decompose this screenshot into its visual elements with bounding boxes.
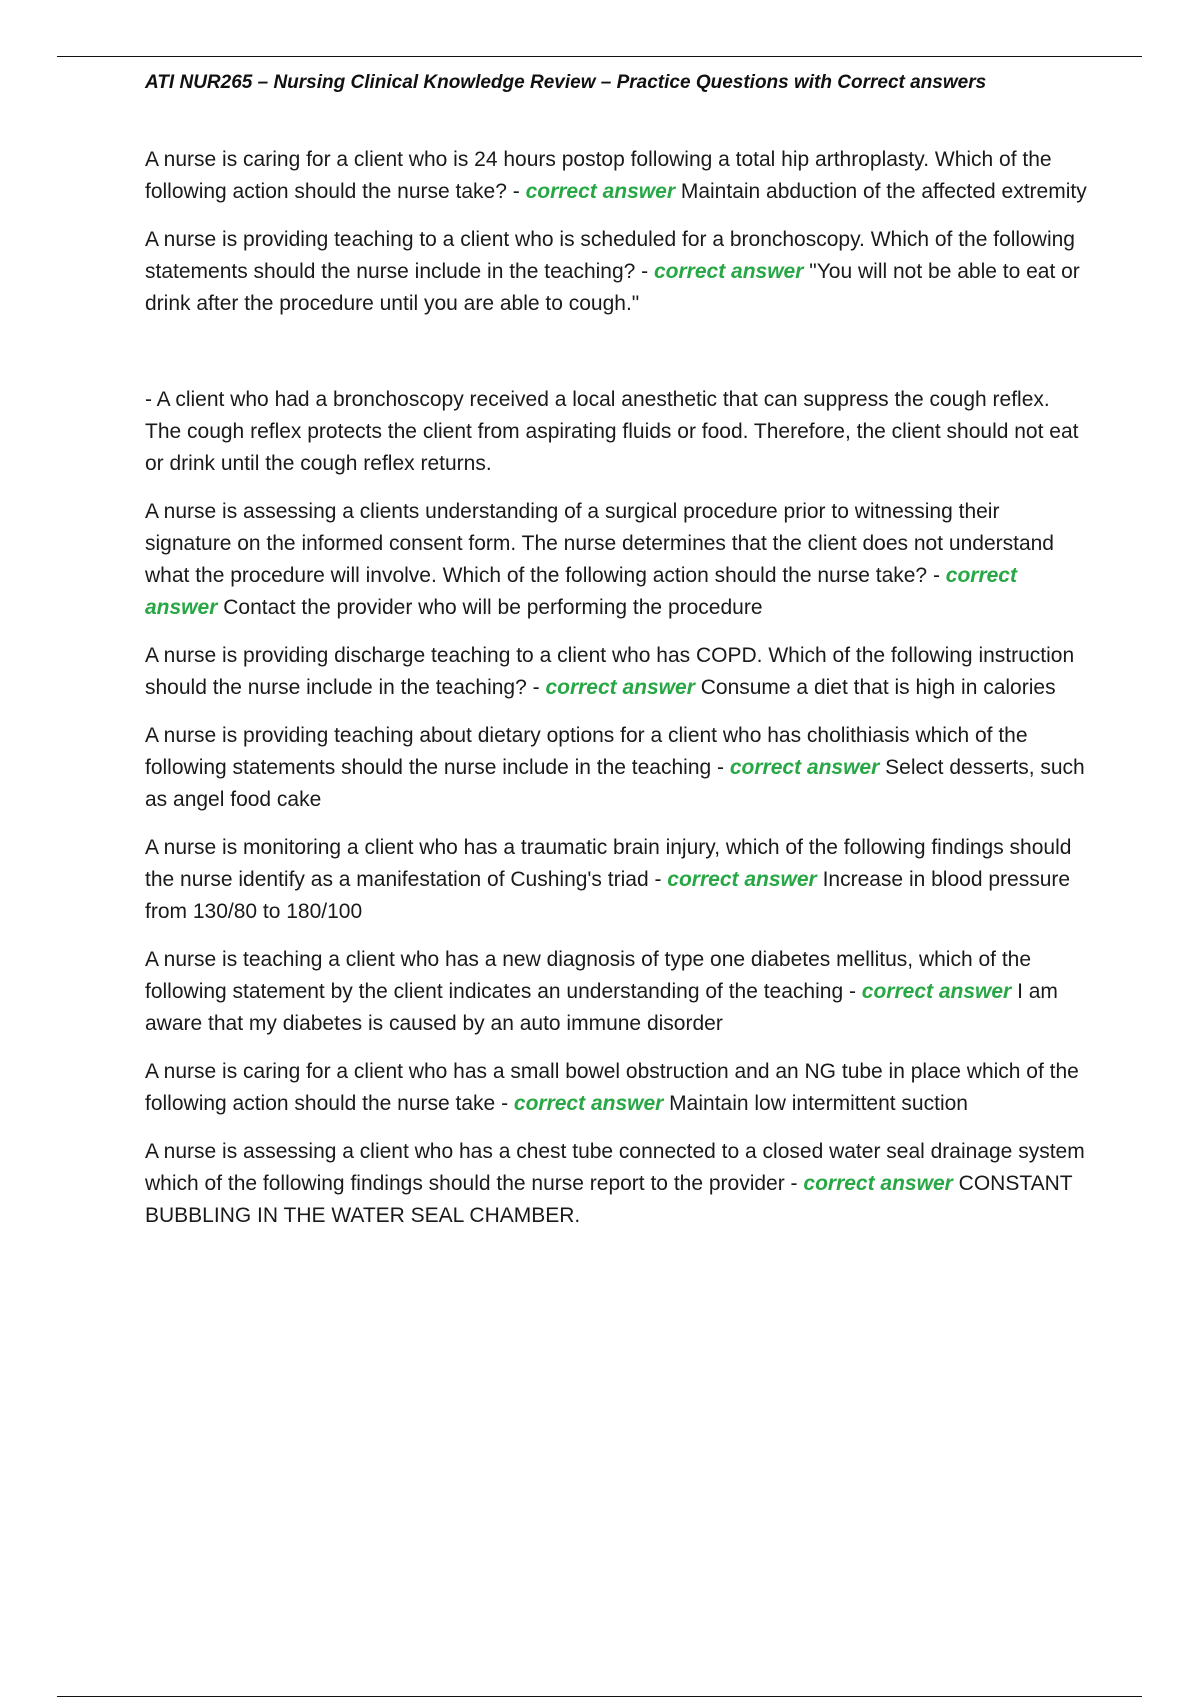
correct-answer-label: correct answer: [654, 260, 804, 283]
question-text: A nurse is caring for a client who has a small bowel obstruction and an NG tube in place which of the following action should the nurse take: [145, 1060, 1079, 1115]
qa-item-6: [145, 832, 1090, 928]
document-body: [145, 144, 1090, 1248]
separator: -: [648, 868, 668, 891]
question-text: A nurse is providing discharge teaching to a client who has COPD. Which of the following instruction should the nurse include in the teaching?: [145, 644, 1075, 699]
separator: -: [635, 260, 654, 283]
question-text: A nurse is assessing a clients understanding of a surgical procedure prior to witnessing their signature on the informed consent form. The nurse determines that the client does not understand what the procedure will involve. Which of the following action should the nurse take?: [145, 500, 1054, 587]
question-text: A nurse is teaching a client who has a new diagnosis of type one diabetes mellitus, which of the following statement by the client indicates an understanding of the teaching: [145, 948, 1032, 1003]
question-text: A nurse is assessing a client who has a chest tube connected to a closed water seal drainage system which of the following findings should the nurse report to the provider: [145, 1140, 1085, 1195]
answer-text: CONSTANT BUBBLING IN THE WATER SEAL CHAMBER.: [145, 1172, 1073, 1227]
answer-text: Consume a diet that is high in calories: [700, 676, 1056, 699]
question-text: A nurse is providing teaching about dietary options for a client who has cholithiasis which of the following statements should the nurse include in the teaching: [145, 724, 1028, 779]
answer-text: "You will not be able to eat or drink after the procedure until you are able to cough.": [145, 260, 1080, 315]
question-text: A nurse is caring for a client who is 24 hours postop following a total hip arthroplasty. Which of the following action should the nurse take?: [145, 148, 1052, 203]
answer-text: Select desserts, such as angel food cake: [145, 756, 1085, 811]
answer-text: Increase in blood pressure from 130/80 to 180/100: [145, 868, 1071, 923]
question-text: A nurse is providing teaching to a client who is scheduled for a bronchoscopy. Which of the following statements should the nurse include in the teaching?: [145, 228, 1075, 283]
correct-answer-label: correct answer: [729, 756, 880, 779]
answer-text: Maintain abduction of the affected extremity: [680, 180, 1087, 203]
separator: -: [784, 1172, 804, 1195]
qa-item-3: [145, 496, 1090, 624]
separator: -: [526, 676, 546, 699]
rationale-note: - A client who had a bronchoscopy received a local anesthetic that can suppress the cough reflex. The cough reflex protects the client from aspirating fluids or food. Therefore, the client should not eat or drink until the cough reflex returns.: [145, 388, 1079, 475]
qa-item-9: [145, 1136, 1090, 1232]
answer-text: Maintain low intermittent suction: [669, 1092, 968, 1115]
correct-answer-label: correct answer: [861, 980, 1012, 1003]
correct-answer-label: correct answer: [667, 868, 817, 891]
footer-rule: [57, 1696, 1142, 1697]
correct-answer-label: correct answer: [145, 564, 1017, 619]
answer-text: I am aware that my diabetes is caused by an auto immune disorder: [145, 980, 1058, 1035]
separator: -: [927, 564, 946, 587]
correct-answer-label: correct answer: [525, 180, 675, 203]
separator: -: [495, 1092, 514, 1115]
correct-answer-label: correct answer: [545, 676, 695, 699]
separator: -: [711, 756, 730, 779]
qa-item-4: [145, 640, 1090, 704]
qa-item-5: [145, 720, 1090, 816]
question-text: A nurse is monitoring a client who has a traumatic brain injury, which of the following findings should the nurse identify as a manifestation of Cushing's triad: [145, 836, 1072, 891]
correct-answer-label: correct answer: [803, 1172, 953, 1195]
document-title: ATI NUR265 – Nursing Clinical Knowledge Review – Practice Questions with Correct answers: [145, 72, 987, 93]
qa-item-8: [145, 1056, 1090, 1120]
separator: -: [843, 980, 862, 1003]
correct-answer-label: correct answer: [513, 1092, 664, 1115]
separator: -: [506, 180, 526, 203]
answer-text: Contact the provider who will be performing the procedure: [223, 596, 763, 619]
header-rule: [57, 56, 1142, 57]
qa-item-1: [145, 144, 1090, 208]
qa-item-2: [145, 224, 1090, 320]
qa-item-7: [145, 944, 1090, 1040]
